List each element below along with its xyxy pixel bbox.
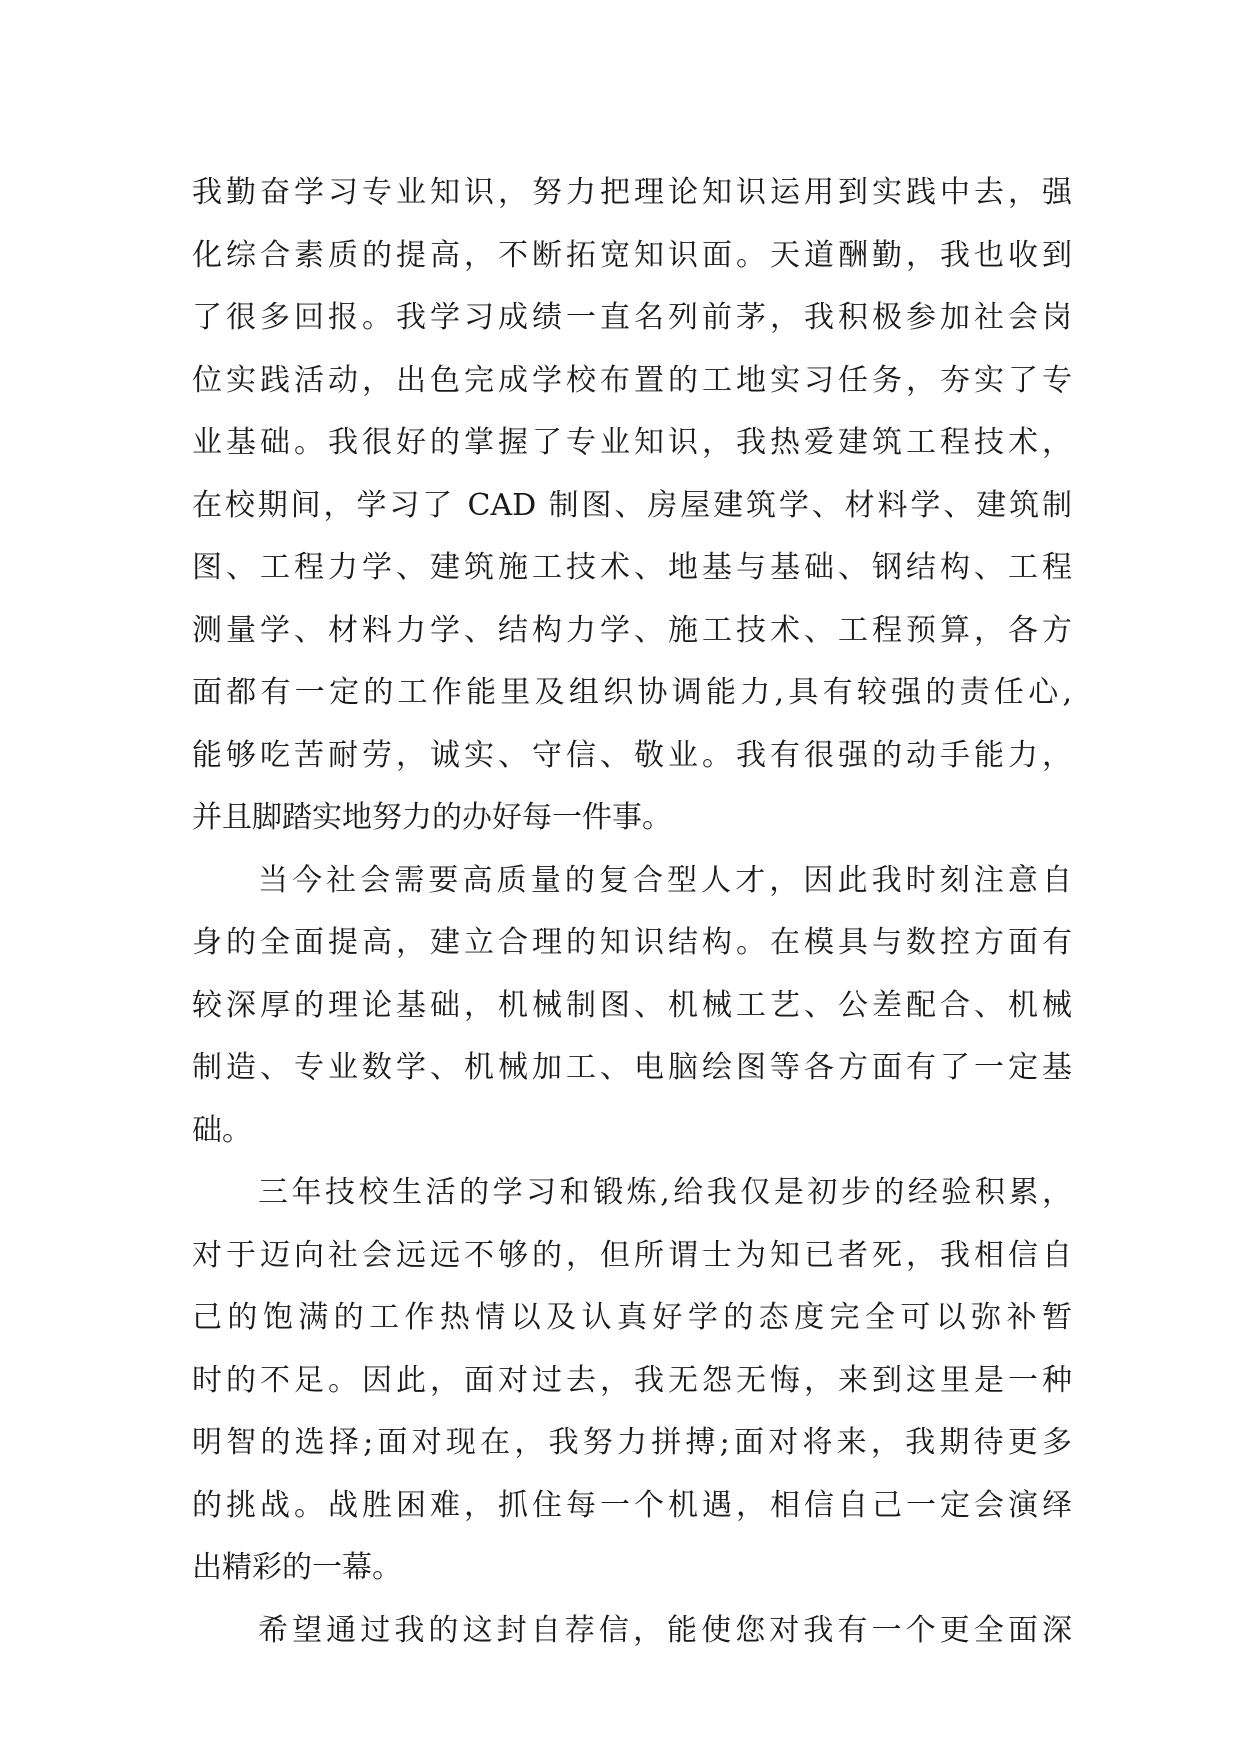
text-line: 制造、专业数学、机械加工、电脑绘图等各方面有了一定基 [192, 1050, 1072, 1085]
text-line: 己的饱满的工作热情以及认真好学的态度完全可以弥补暂 [192, 1300, 1072, 1335]
text-line: 了很多回报。我学习成绩一直名列前茅，我积极参加社会岗 [192, 300, 1072, 335]
text-line: 并且脚踏实地努力的办好每一件事。 [192, 800, 672, 835]
paragraph-3 [192, 1162, 1072, 1600]
text-line: 位实践活动，出色完成学校布置的工地实习任务，夯实了专 [192, 362, 1072, 398]
text-line: 面都有一定的工作能里及组织协调能力,具有较强的责任心, [192, 675, 1072, 710]
text-line: 础。 [192, 1112, 252, 1148]
text-line: 时的不足。因此，面对过去，我无怨无悔，来到这里是一种 [192, 1362, 1072, 1398]
text-line: 在校期间，学习了 CAD 制图、房屋建筑学、材料学、建筑制 [192, 487, 1072, 523]
text-line: 明智的选择;面对现在，我努力拼搏;面对将来，我期待更多 [192, 1425, 1072, 1460]
text-line: 出精彩的一幕。 [192, 1550, 402, 1585]
letter-body [192, 162, 1072, 1662]
text-line: 我勤奋学习专业知识，努力把理论知识运用到实践中去，强 [192, 175, 1072, 210]
text-line: 业基础。我很好的掌握了专业知识，我热爱建筑工程技术， [192, 425, 1072, 460]
paragraph-1 [192, 162, 1072, 850]
text-line: 三年技校生活的学习和锻炼,给我仅是初步的经验积累， [258, 1175, 1072, 1210]
text-line: 测量学、材料力学、结构力学、施工技术、工程预算，各方 [192, 612, 1072, 648]
text-line: 的挑战。战胜困难，抓住每一个机遇，相信自己一定会演绎 [192, 1487, 1072, 1523]
text-line: 化综合素质的提高，不断拓宽知识面。天道酬勤，我也收到 [192, 237, 1072, 273]
text-line: 当今社会需要高质量的复合型人才，因此我时刻注意自 [258, 862, 1072, 898]
paragraph-4 [192, 1600, 1072, 1663]
text-line: 较深厚的理论基础，机械制图、机械工艺、公差配合、机械 [192, 987, 1072, 1023]
text-line: 对于迈向社会远远不够的，但所谓士为知已者死，我相信自 [192, 1237, 1072, 1273]
text-line: 希望通过我的这封自荐信，能使您对我有一个更全面深 [258, 1612, 1072, 1648]
text-line: 身的全面提高，建立合理的知识结构。在模具与数控方面有 [192, 925, 1072, 960]
text-line: 图、工程力学、建筑施工技术、地基与基础、钢结构、工程 [192, 550, 1072, 585]
paragraph-2 [192, 850, 1072, 1163]
text-line: 能够吃苦耐劳，诚实、守信、敬业。我有很强的动手能力， [192, 737, 1072, 773]
